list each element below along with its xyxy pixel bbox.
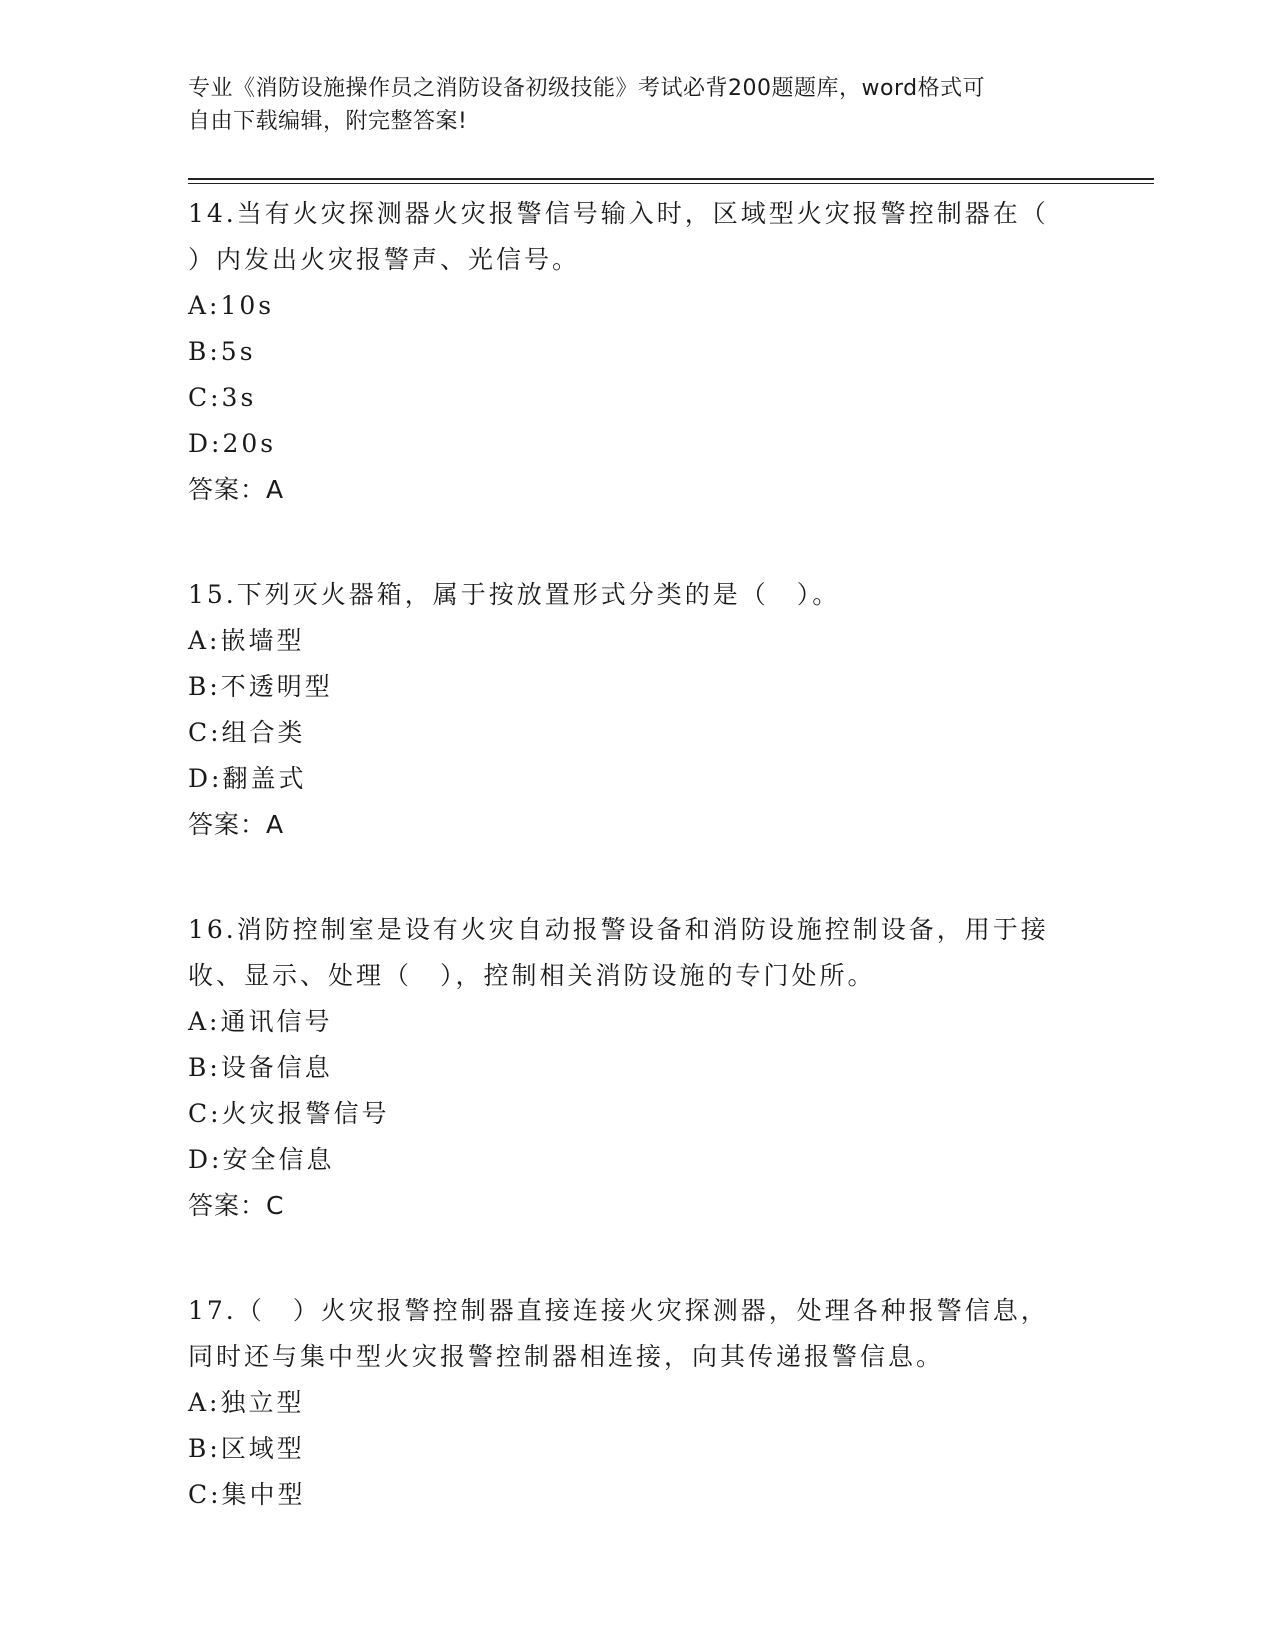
document-header (188, 72, 1088, 138)
question-stem-line: 收、显示、处理（ ），控制相关消防设施的专门处所。 (188, 961, 876, 990)
question-stem-line: 14.当有火灾探测器火灾报警信号输入时，区域型火灾报警控制器在（ (188, 199, 1049, 228)
option-b: B:不透明型 (188, 672, 333, 701)
option-c: C:火灾报警信号 (188, 1099, 390, 1128)
option-c: C:3s (188, 383, 257, 412)
question-stem-line: ）内发出火灾报警声、光信号。 (188, 245, 581, 274)
question-stem-line: 同时还与集中型火灾报警控制器相连接，向其传递报警信息。 (188, 1342, 945, 1371)
answer: 答案：C (188, 1191, 285, 1220)
option-d: D:20s (188, 429, 277, 458)
header-line-2: 自由下载编辑，附完整答案! (188, 109, 468, 134)
question-14 (188, 191, 1088, 513)
option-a: A:通讯信号 (188, 1007, 333, 1036)
answer: 答案：A (188, 810, 285, 839)
question-17 (188, 1288, 1088, 1518)
question-stem-line: 17.（ ）火灾报警控制器直接连接火灾探测器，处理各种报警信息， (188, 1296, 1049, 1325)
header-divider-thick (188, 178, 1154, 180)
question-16 (188, 907, 1088, 1229)
question-stem-line: 15.下列灭火器箱，属于按放置形式分类的是（ ）。 (188, 580, 841, 609)
question-stem-line: 16.消防控制室是设有火灾自动报警设备和消防设施控制设备，用于接 (188, 915, 1049, 944)
option-a: A:嵌墙型 (188, 626, 305, 655)
option-b: B:区域型 (188, 1434, 305, 1463)
question-list (188, 191, 1088, 1577)
question-15 (188, 572, 1088, 848)
question-stem (188, 191, 1088, 283)
option-b: B:5s (188, 337, 256, 366)
answer: 答案：A (188, 475, 285, 504)
question-stem (188, 572, 1088, 618)
option-b: B:设备信息 (188, 1053, 333, 1082)
question-stem (188, 1288, 1088, 1380)
option-a: A:10s (188, 291, 275, 320)
option-d: D:翻盖式 (188, 764, 307, 793)
option-d: D:安全信息 (188, 1145, 335, 1174)
header-line-1: 专业《消防设施操作员之消防设备初级技能》考试必背200题题库，word格式可 (188, 76, 986, 101)
option-a: A:独立型 (188, 1388, 305, 1417)
question-stem (188, 907, 1088, 999)
header-divider-thin (188, 183, 1154, 184)
option-c: C:集中型 (188, 1480, 306, 1509)
option-c: C:组合类 (188, 718, 306, 747)
